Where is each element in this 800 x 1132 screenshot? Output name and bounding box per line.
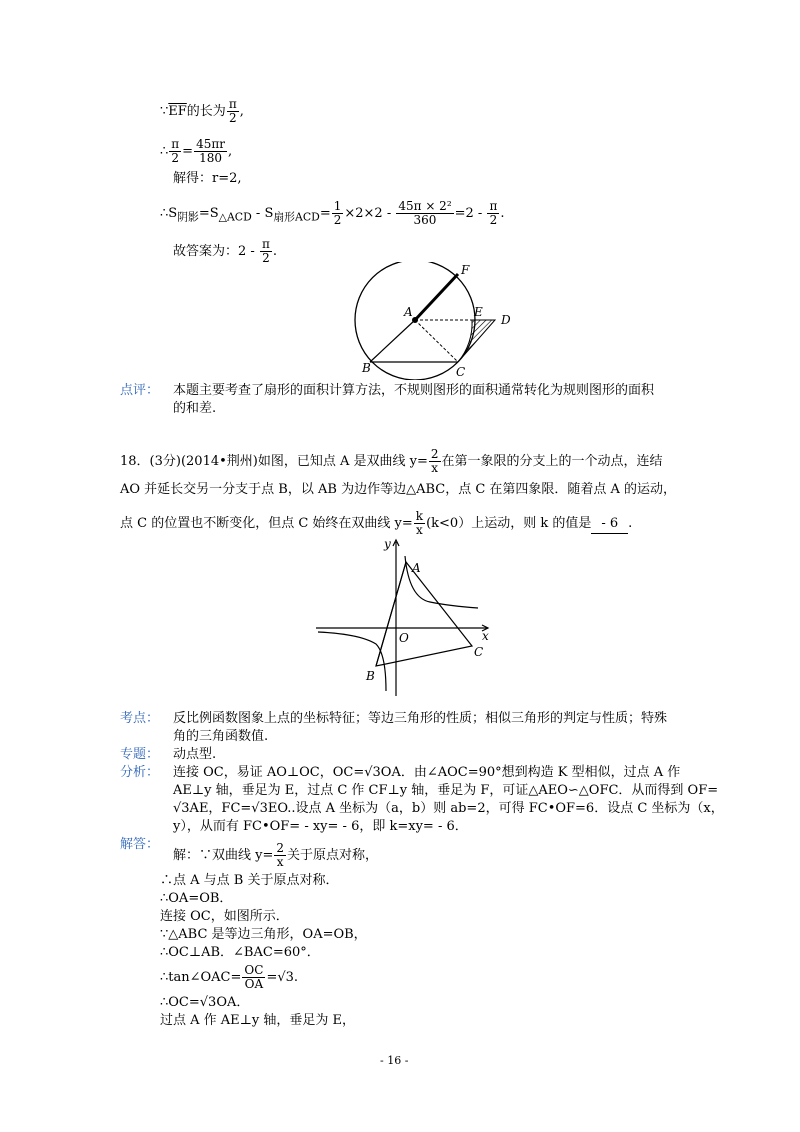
line-equation: ∴ $\frac{\pi}{2}$ = $\frac{45\pi r}{180}$ , bbox=[160, 137, 233, 165]
fenxi-text-1: 连接 OC，易证 AO⊥OC，OC=√3OA．由∠AOC=90°想到构造 K 型相似，过点 A 作 bbox=[173, 765, 681, 780]
jieda-line-5: ∵△ABC 是等边三角形，OA=OB， bbox=[160, 927, 367, 942]
dianping-text-2: 的和差. bbox=[173, 401, 217, 416]
kaodian-text-2: 角的三角函数值. bbox=[173, 729, 269, 744]
label-A: A bbox=[404, 305, 413, 319]
q18-answer: - 6 bbox=[591, 515, 628, 534]
line-answer: 故答案为：2 - $\frac{\pi}{2}$ . bbox=[173, 237, 277, 265]
line-solve-r: 解得：r=2, bbox=[173, 171, 242, 186]
label-C2: C bbox=[474, 645, 484, 659]
q18-line-1: 18．(3分)(2014•荆州)如图，已知点 A 是双曲线 y= $\frac{2}{x}$ 在第一象限的分支上的一个动点，连结 bbox=[120, 447, 663, 475]
zhuanti-text: 动点型. bbox=[173, 747, 217, 762]
label-F: F bbox=[461, 263, 470, 277]
label-jieda: 解答： bbox=[120, 837, 160, 852]
label-fenxi: 分析： bbox=[120, 765, 160, 780]
jieda-line-4: 连接 OC，如图所示． bbox=[160, 909, 289, 924]
label-dianping: 点评： bbox=[120, 383, 160, 398]
kaodian-text-1: 反比例函数图象上点的坐标特征；等边三角形的性质；相似三角形的判定与性质；特殊 bbox=[173, 711, 668, 726]
label-O: O bbox=[399, 631, 409, 645]
label-zhuanti: 专题： bbox=[120, 747, 160, 762]
jieda-line-6: ∴OC⊥AB．∠BAC=60°． bbox=[160, 945, 320, 960]
dianping-text-1: 本题主要考查了扇形的面积计算方法，不规则图形的面积通常转化为规则图形的面积 bbox=[173, 383, 655, 398]
jieda-line-1: 解：∵双曲线 y= $\frac{2}{x}$ 关于原点对称， bbox=[173, 841, 379, 869]
jieda-line-7: ∴tan∠OAC= $\frac{OC}{OA}$ =√3. bbox=[160, 963, 299, 991]
q18-line-3: 点 C 的位置也不断变化，但点 C 始终在双曲线 y= $\frac{k}{x}$ (k<0）上运动，则 k 的值是 - 6 . bbox=[120, 509, 633, 537]
label-kaodian: 考点： bbox=[120, 711, 160, 726]
jieda-line-8: ∴OC=√3OA． bbox=[160, 995, 250, 1010]
label-D: D bbox=[501, 313, 511, 327]
label-B: B bbox=[362, 361, 371, 375]
line-arc-length: $\because\overline{EF}$的长为 $\frac{\pi}{2}$ , bbox=[160, 97, 244, 125]
label-x: x bbox=[482, 629, 489, 643]
page-number: - 16 - bbox=[380, 1054, 409, 1067]
label-C: C bbox=[456, 365, 466, 379]
label-B2: B bbox=[366, 669, 375, 683]
label-y: y bbox=[384, 537, 391, 551]
label-A2: A bbox=[412, 561, 421, 575]
jieda-line-9: 过点 A 作 AE⊥y 轴，垂足为 E， bbox=[160, 1013, 355, 1028]
label-E: E bbox=[474, 305, 483, 319]
fenxi-text-2: AE⊥y 轴，垂足为 E，过点 C 作 CF⊥y 轴，垂足为 F，可证△AEO∽△OFC．从而得到 OF= bbox=[173, 783, 719, 798]
figure-circle bbox=[340, 262, 520, 380]
figure-hyperbola bbox=[310, 536, 500, 700]
line-area: $\therefore S_{阴影}=S_{\triangle ACD} - S_{扇形ACD}=$ $\frac{1}{2}$ ×2×2 - $\frac{\text{45π × 2²}}{360}$ =2 - $\frac{\pi}{2}$ . bbox=[160, 199, 505, 227]
fenxi-text-3: √3AE，FC=√3EO..设点 A 坐标为（a，b）则 ab=2，可得 FC•OF=6．设点 C 坐标为（x， bbox=[173, 801, 724, 816]
q18-line-2: AO 并延长交另一分支于点 B，以 AB 为边作等边△ABC，点 C 在第四象限．随着点 A 的运动， bbox=[120, 482, 677, 497]
fenxi-text-4: y），从而有 FC•OF= - xy= - 6，即 k=xy= - 6． bbox=[173, 819, 468, 834]
jieda-line-3: ∴OA=OB． bbox=[160, 891, 233, 906]
jieda-line-2: ∴点 A 与点 B 关于原点对称． bbox=[160, 873, 339, 888]
